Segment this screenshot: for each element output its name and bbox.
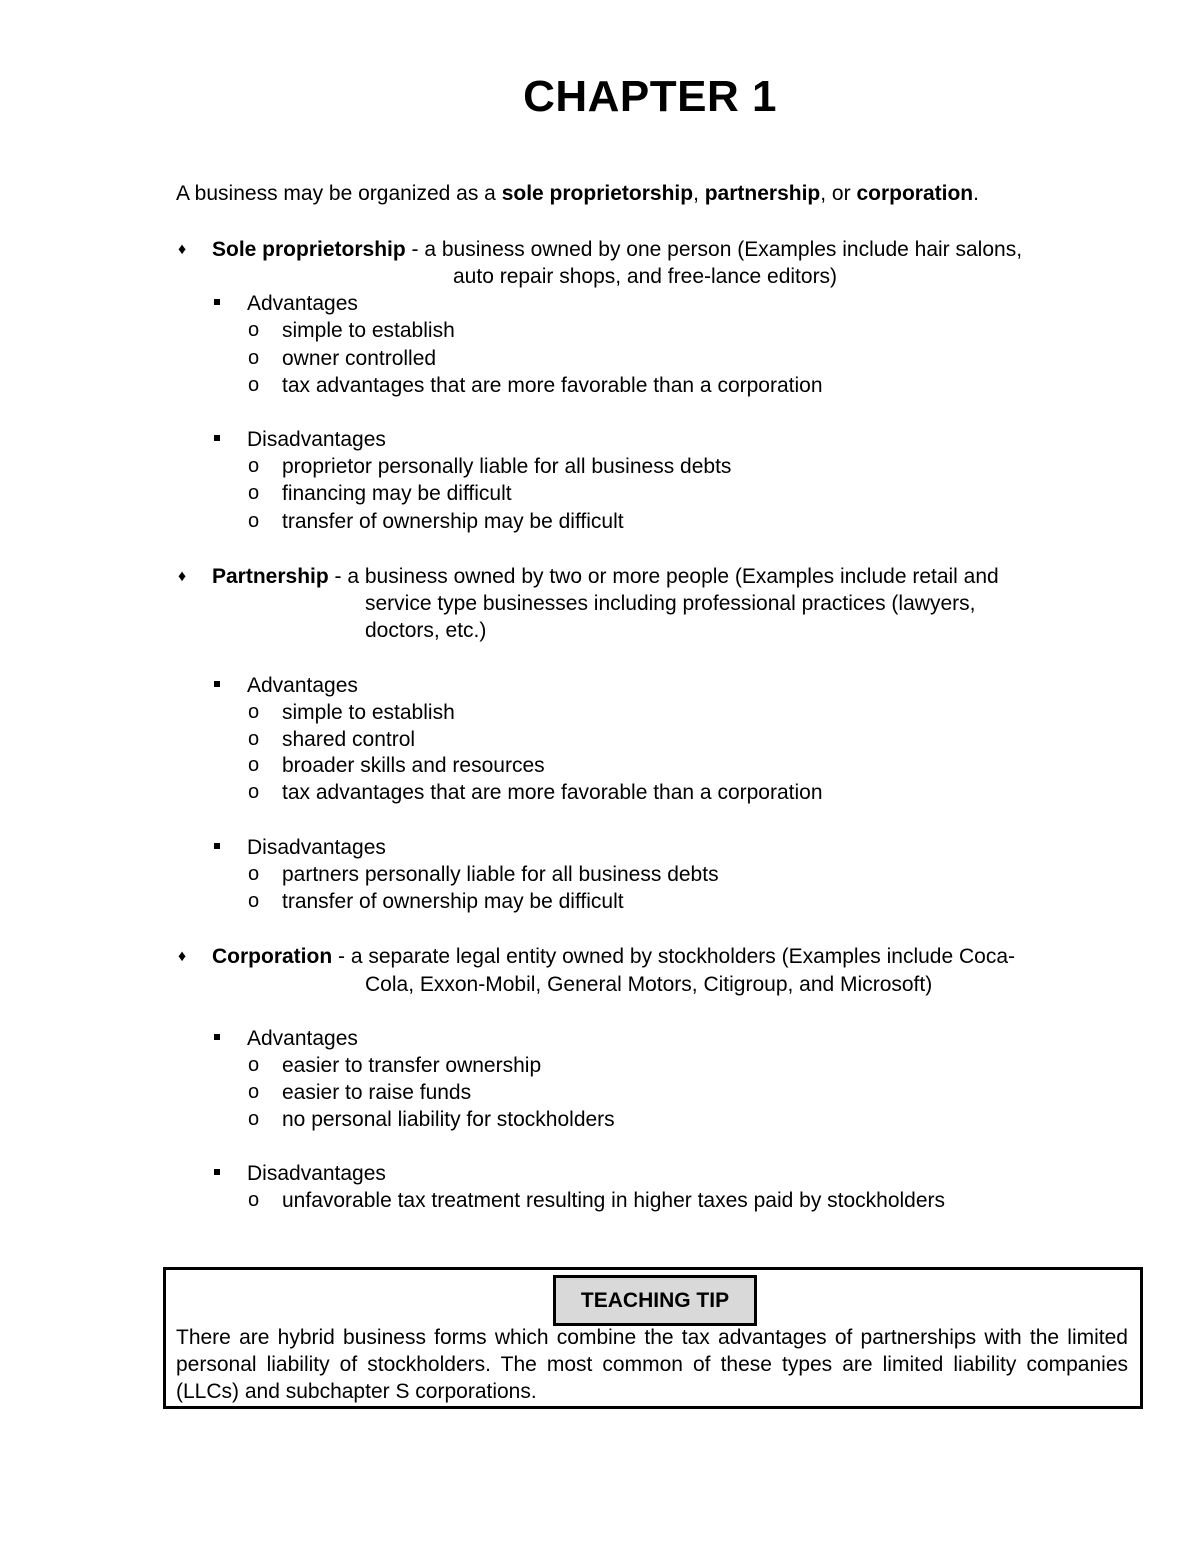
partnership-definition-cont-1: service type businesses including professional practices (lawyers, (365, 592, 976, 615)
list-item: easier to raise funds (282, 1081, 472, 1104)
list-item: tax advantages that are more favorable than a corporation (282, 781, 823, 804)
sole-disadvantages-label: Disadvantages (247, 428, 386, 451)
corporation-definition-text: - a separate legal entity owned by stockholders (Examples include Coca- (332, 945, 1016, 968)
circle-bullet-icon: o (248, 728, 260, 750)
square-bullet-icon (214, 435, 220, 441)
intro-term-partnership: partnership (704, 182, 821, 205)
intro-suffix: . (973, 182, 979, 205)
square-bullet-icon (214, 1034, 220, 1040)
circle-bullet-icon: o (248, 754, 260, 776)
circle-bullet-icon: o (248, 319, 260, 341)
sole-definition-text: - a business owned by one person (Examples include hair salons, (405, 238, 1023, 261)
partnership-advantages-label: Advantages (247, 674, 358, 697)
corporation-definition (212, 943, 1015, 970)
circle-bullet-icon: o (248, 890, 260, 912)
sole-term: Sole proprietorship (212, 238, 406, 261)
circle-bullet-icon: o (248, 374, 260, 396)
partnership-definition (212, 563, 999, 590)
circle-bullet-icon: o (248, 781, 260, 803)
list-item: broader skills and resources (282, 754, 545, 777)
list-item: unfavorable tax treatment resulting in higher taxes paid by stockholders (282, 1189, 946, 1212)
circle-bullet-icon: o (248, 455, 260, 477)
partnership-definition-text: - a business owned by two or more people (Examples include retail and (328, 565, 999, 588)
intro-sep-2: , or (820, 182, 857, 205)
corporation-advantages-label: Advantages (247, 1027, 358, 1050)
partnership-definition-cont-2: doctors, etc.) (365, 619, 487, 642)
corporation-disadvantages-label: Disadvantages (247, 1162, 386, 1185)
square-bullet-icon (214, 1169, 220, 1175)
circle-bullet-icon: o (248, 1054, 260, 1076)
list-item: proprietor personally liable for all business debts (282, 455, 732, 478)
sole-definition (212, 236, 1022, 263)
circle-bullet-icon: o (248, 1189, 260, 1211)
circle-bullet-icon: o (248, 510, 260, 532)
list-item: simple to establish (282, 319, 455, 342)
circle-bullet-icon: o (248, 482, 260, 504)
intro-term-sole: sole proprietorship (501, 182, 694, 205)
list-item: partners personally liable for all business debts (282, 863, 719, 886)
teaching-tip-label: TEACHING TIP (553, 1275, 757, 1326)
intro-prefix: A business may be organized as a (176, 182, 502, 205)
diamond-bullet-icon: ♦ (178, 948, 187, 965)
diamond-bullet-icon: ♦ (178, 568, 187, 585)
diamond-bullet-icon: ♦ (178, 241, 187, 258)
square-bullet-icon (214, 843, 220, 849)
partnership-disadvantages-label: Disadvantages (247, 836, 386, 859)
square-bullet-icon (214, 299, 220, 305)
partnership-term: Partnership (212, 565, 329, 588)
list-item: tax advantages that are more favorable than a corporation (282, 374, 823, 397)
list-item: simple to establish (282, 701, 455, 724)
sole-definition-cont: auto repair shops, and free-lance editors) (453, 265, 838, 288)
corporation-term: Corporation (212, 945, 333, 968)
circle-bullet-icon: o (248, 863, 260, 885)
intro-paragraph (176, 180, 979, 207)
page-title: CHAPTER 1 (523, 72, 777, 121)
list-item: easier to transfer ownership (282, 1054, 542, 1077)
intro-term-corporation: corporation (856, 182, 974, 205)
list-item: shared control (282, 728, 416, 751)
list-item: no personal liability for stockholders (282, 1108, 615, 1131)
square-bullet-icon (214, 681, 220, 687)
list-item: owner controlled (282, 347, 437, 370)
circle-bullet-icon: o (248, 347, 260, 369)
list-item: financing may be difficult (282, 482, 512, 505)
sole-advantages-label: Advantages (247, 292, 358, 315)
intro-sep-1: , (693, 182, 705, 205)
teaching-tip-text: There are hybrid business forms which combine the tax advantages of partnerships with the limited personal liability of stockholders. The most common of these types are limited liability companies (LLCs) and subchapter S corporations. (176, 1326, 1128, 1403)
circle-bullet-icon: o (248, 1081, 260, 1103)
circle-bullet-icon: o (248, 701, 260, 723)
list-item: transfer of ownership may be difficult (282, 890, 624, 913)
circle-bullet-icon: o (248, 1108, 260, 1130)
corporation-definition-cont: Cola, Exxon-Mobil, General Motors, Citigroup, and Microsoft) (365, 973, 933, 996)
list-item: transfer of ownership may be difficult (282, 510, 624, 533)
